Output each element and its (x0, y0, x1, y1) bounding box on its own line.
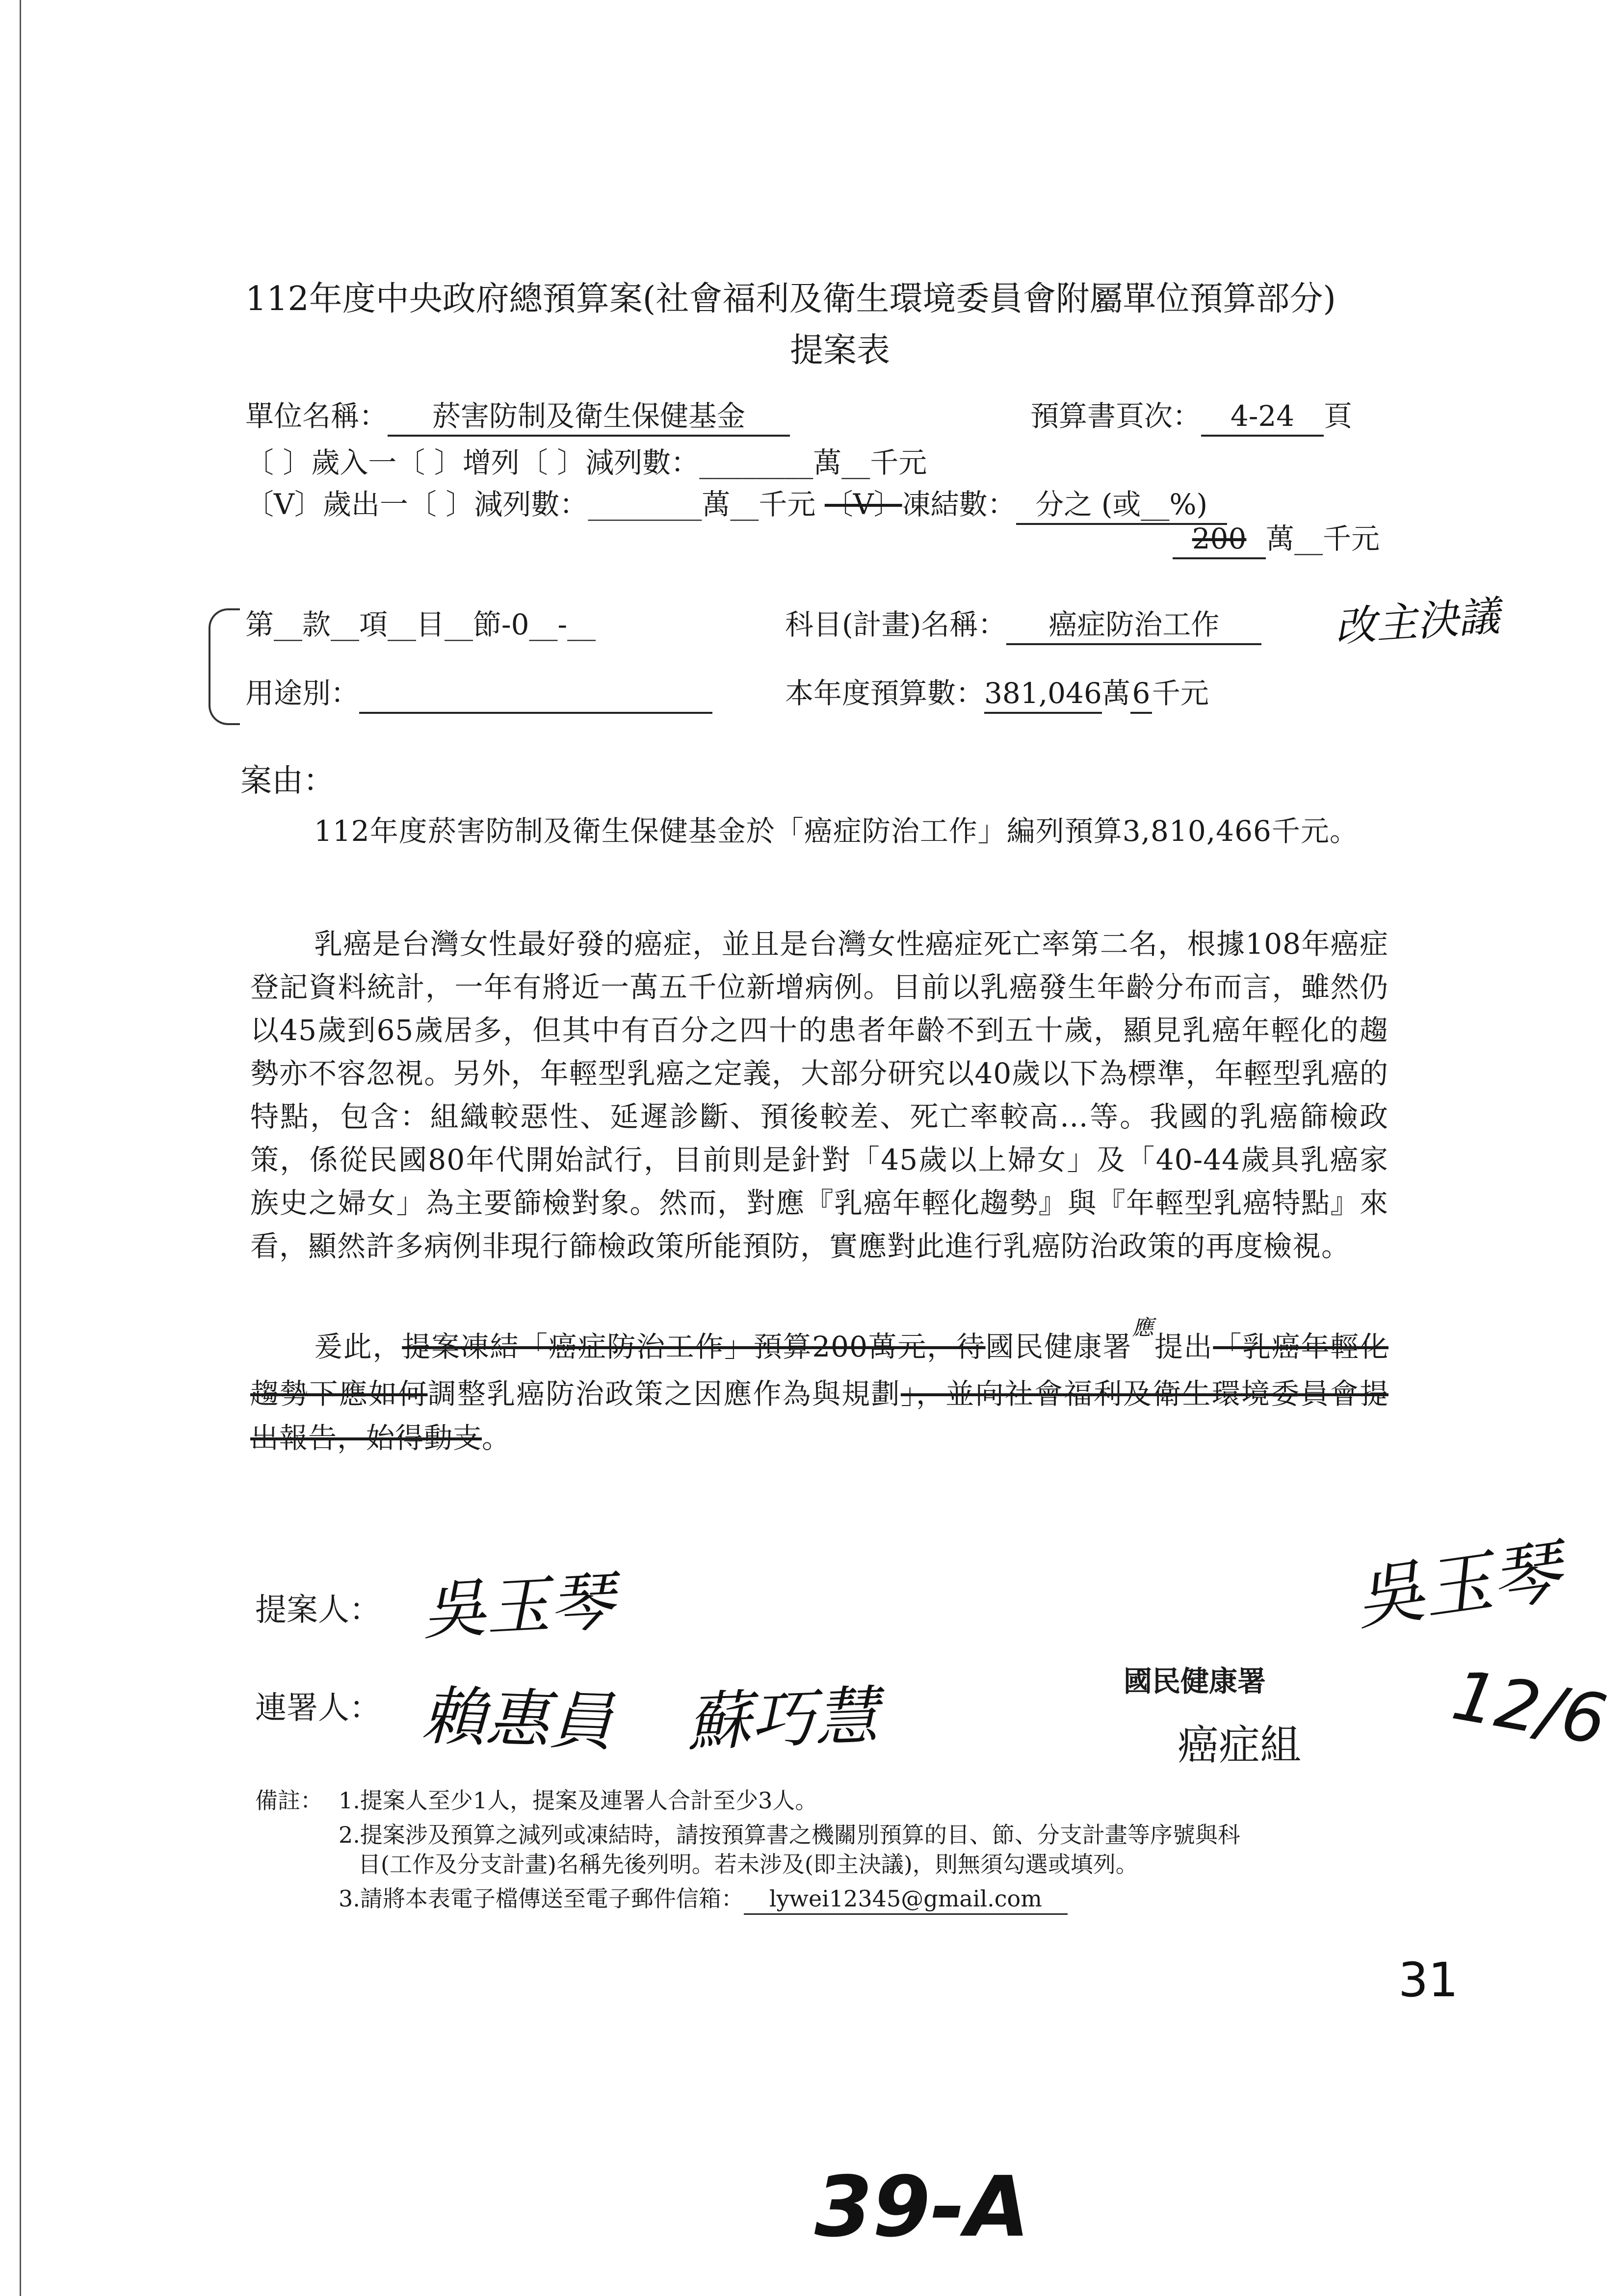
unit-row (245, 397, 790, 437)
freeze-amount (1173, 520, 1380, 559)
classification-bracket (209, 608, 240, 725)
note-1: 1.提案人至少1人，提案及連署人合計至少3人。 (339, 1787, 818, 1814)
freeze-checkbox-struck: 〔V〕 (824, 488, 902, 521)
budget-page-label: 預算書頁次： (1030, 399, 1202, 433)
note-2a: 2.提案涉及預算之減列或凍結時，請按預算書之機關別預算的目、節、分支計畫等序號與科 (339, 1822, 1240, 1848)
form-subtitle: 提案表 (790, 331, 891, 370)
freeze-amount-struck: 200 (1173, 520, 1266, 559)
unit-name: 菸害防制及衛生保健基金 (388, 397, 790, 437)
annual-budget-wan: 381,046 (984, 675, 1102, 714)
subject-label: 科目(計畫)名稱： (785, 608, 1007, 641)
note-2b: 目(工作及分支計畫)名稱先後列明。若未涉及(即主決議)，則無須勾選或填列。 (358, 1851, 1138, 1878)
annual-budget-qian-unit: 千元 (1152, 677, 1209, 710)
freeze-amount-suffix: 萬__千元 (1266, 522, 1380, 555)
para3-agency: 國民健康署 (985, 1330, 1132, 1363)
agency-stamp-dept: 癌症組 (1178, 1721, 1302, 1769)
expense-line (245, 486, 1227, 525)
para3-kept-topic: 調整乳癌防治政策之因應作為與規劃 (427, 1377, 901, 1410)
proposer-signature: 吳玉琴 (420, 1564, 616, 1649)
annual-budget-wan-unit: 萬 (1101, 677, 1130, 710)
unit-label: 單位名稱： (245, 399, 388, 433)
para3-struck-topic: 「乳癌年輕化趨勢下應如何 (250, 1330, 1388, 1410)
bottom-annotation: 39-A (814, 2159, 1030, 2256)
reason-paragraph-2: 乳癌是台灣女性最好發的癌症，並且是台灣女性癌症死亡率第二名，根據108年癌症登記資料統計，一年有將近一萬五千位新增病例。目前以乳癌發生年齡分布而言，雖然仍以45歲到65歲居多，但其中有百分之四十的患者年齡不到五十歲，顯見乳癌年輕化的趨勢亦不容忽視。另外，年輕型乳癌之定義，大部分研究以40歲以下為標準，年輕型乳癌的特點，包含：組織較惡性、延遲診斷、預後較差、死亡率較高…等。我國的乳癌篩檢政策，係從民國80年代開始試行，目前則是針對「45歲以上婦女」及「40-44歲具乳癌家族史之婦女」為主要篩檢對象。然而，對應『乳癌年輕化趨勢』與『年輕型乳癌特點』來看，顯然許多病例非現行篩檢政策所能預防，實應對此進行乳癌防治政策的再度檢視。 (250, 927, 1388, 1263)
subject-name: 癌症防治工作 (1006, 606, 1261, 645)
proposer-label: 提案人： (255, 1592, 381, 1628)
revenue-line: 〔 〕歲入一〔 〕增列〔 〕減列數：________萬__千元 (245, 446, 927, 479)
notes-label: 備註： (255, 1787, 323, 1814)
budget-page-number: 4-24 (1201, 397, 1324, 437)
annual-budget-qian: 6 (1130, 675, 1152, 714)
subject-row (785, 606, 1261, 645)
handwritten-resolution-note: 改主決議 (1333, 592, 1501, 652)
reason-paragraph-3 (250, 1315, 1388, 1460)
para3-start: 爰此， (314, 1330, 402, 1363)
expense-reduction: 〔V〕歲出一〔 〕減列數：________萬__千元 (245, 488, 816, 521)
note-3-text: 3.請將本表電子檔傳送至電子郵件信箱： (339, 1885, 744, 1912)
annual-budget-row (785, 675, 1209, 714)
para3-handwritten-insert: 應 (1132, 1315, 1154, 1340)
para3-end: 。 (482, 1421, 511, 1455)
usage-row (245, 675, 712, 714)
agency-stamp-title: 國民健康署 (1124, 1665, 1266, 1698)
para3-struck-freeze: 提案凍結「癌症防治工作」預算200萬元，待 (402, 1330, 986, 1363)
margin-signature: 吳玉琴 (1350, 1532, 1566, 1640)
cosigner-signature-2: 蘇巧慧 (685, 1678, 880, 1760)
margin-date: 12/6 (1446, 1655, 1613, 1761)
contact-email: lywei12345@gmail.com (744, 1884, 1068, 1915)
annual-budget-label: 本年度預算數： (785, 677, 985, 710)
cosigner-label: 連署人： (255, 1690, 381, 1726)
reason-paragraph-1: 112年度菸害防制及衛生保健基金於「癌症防治工作」編列預算3,810,466千元。 (314, 814, 1359, 848)
classification-line: 第__款__項__目__節-0__-__ (245, 608, 596, 641)
cosigner-signature-1: 賴惠員 (420, 1678, 615, 1760)
freeze-ratio: 分之 (或__%) (1016, 486, 1227, 525)
para3-struck-report: 」，並向社會福利及衛生環境委員會提出報告，始得動支 (250, 1377, 1388, 1455)
scan-edge (0, 0, 21, 2296)
usage-label: 用途別： (245, 677, 360, 710)
note-3 (339, 1884, 1068, 1915)
form-title: 112年度中央政府總預算案(社會福利及衛生環境委員會附屬單位預算部分) (245, 280, 1336, 318)
para3-propose: 提出 (1154, 1330, 1213, 1363)
budget-page-suffix: 頁 (1324, 399, 1353, 433)
budget-page-row (1030, 397, 1352, 437)
reason-label: 案由： (240, 763, 335, 799)
freeze-label: 凍結數： (902, 488, 1016, 521)
page-number: 31 (1398, 1953, 1459, 2008)
